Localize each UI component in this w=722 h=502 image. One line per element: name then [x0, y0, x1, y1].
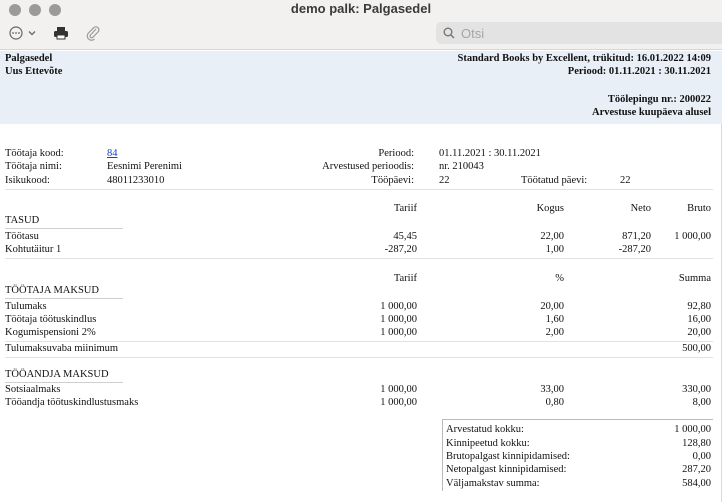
chevron-down-icon [27, 28, 37, 38]
calc-periods-label: Arvestused perioodis: [322, 161, 414, 172]
tasud-heading: TASUD [5, 215, 40, 226]
tasud-row-tariif: 45,45 [393, 231, 417, 242]
employee-tax-row-tariif: 1 000,00 [380, 301, 417, 312]
employee-tax-header-summa: Summa [678, 273, 711, 284]
worked-days-label: Töötatud päevi: [521, 175, 588, 186]
document-title: Palgasedel [5, 53, 53, 64]
window-titlebar [0, 0, 722, 50]
tasud-row-name: Töötasu [5, 231, 39, 242]
summary-label: Kinnipeetud kokku: [446, 438, 530, 449]
summary-value: 0,00 [692, 451, 711, 462]
tasud-row-name: Kohtutäitur 1 [5, 244, 62, 255]
tasud-row-neto: -287,20 [618, 244, 651, 255]
search-icon [443, 27, 455, 39]
tasud-row-bruto: 1 000,00 [674, 231, 711, 242]
divider [5, 341, 713, 342]
summary-value: 287,20 [682, 464, 711, 475]
employer-tax-row-summa: 8,00 [692, 397, 711, 408]
employee-tax-header-percent: % [555, 273, 564, 284]
employee-name-label: Töötaja nimi: [5, 161, 62, 172]
tasud-row-tariif: -287,20 [384, 244, 417, 255]
employee-tax-row-percent: 20,00 [540, 301, 564, 312]
employee-tax-header-tariif: Tariif [393, 273, 417, 284]
worked-days-value: 22 [620, 175, 631, 186]
heading-underline [5, 298, 123, 299]
search-input[interactable] [461, 26, 701, 41]
employee-tax-row-name: Kogumispensioni 2% [5, 327, 96, 338]
summary-top-rule [442, 419, 713, 420]
report-header [0, 51, 722, 124]
summary-label: Netopalgast kinnipidamised: [446, 464, 567, 475]
heading-underline [5, 228, 123, 229]
employer-tax-row-percent: 0,80 [545, 397, 564, 408]
employee-tax-row-tariif: 1 000,00 [380, 314, 417, 325]
tasud-header-kogus: Kogus [536, 203, 564, 214]
tax-free-minimum-value: 500,00 [682, 343, 711, 354]
tasud-header-tariif: Tariif [393, 203, 417, 214]
employer-taxes-heading: TÖÖANDJA MAKSUD [5, 369, 109, 380]
header-period: Periood: 01.11.2021 : 30.11.2021 [567, 66, 711, 77]
tasud-header-bruto: Bruto [687, 203, 711, 214]
calculation-basis: Arvestuse kuupäeva alusel [591, 107, 711, 118]
company-name: Uus Ettevõte [5, 66, 63, 77]
more-actions-button[interactable] [9, 25, 37, 41]
divider [5, 357, 713, 358]
personal-code-label: Isikukood: [5, 175, 50, 186]
employee-code-link[interactable]: 84 [107, 148, 118, 159]
window-title: demo palk: Palgasedel [290, 1, 432, 16]
employer-tax-row-summa: 330,00 [682, 384, 711, 395]
summary-left-rule [442, 419, 443, 491]
summary-label: Väljamakstav summa: [446, 478, 540, 489]
employee-tax-row-percent: 1,60 [545, 314, 564, 325]
personal-code: 48011233010 [107, 175, 165, 186]
workdays-label: Tööpäevi: [371, 175, 414, 186]
tax-free-minimum-label: Tulumaksuvaba miinimum [5, 343, 119, 354]
tasud-row-kogus: 1,00 [545, 244, 564, 255]
tasud-row-kogus: 22,00 [540, 231, 564, 242]
summary-label: Arvestatud kokku: [446, 424, 524, 435]
paperclip-icon [86, 25, 100, 41]
employee-tax-row-summa: 92,80 [687, 301, 711, 312]
calc-periods-value: nr. 210043 [439, 161, 484, 172]
employer-tax-row-tariif: 1 000,00 [380, 384, 417, 395]
summary-value: 584,00 [682, 478, 711, 489]
employer-tax-row-name: Sotsiaalmaks [5, 384, 61, 395]
employee-name: Eesnimi Perenimi [107, 161, 182, 172]
period-label: Periood: [378, 148, 414, 159]
attach-button[interactable] [86, 25, 100, 41]
print-button[interactable] [53, 25, 69, 41]
employee-tax-row-percent: 2,00 [545, 327, 564, 338]
divider [5, 189, 713, 190]
heading-underline [5, 382, 123, 383]
employee-tax-row-summa: 20,00 [687, 327, 711, 338]
summary-value: 128,80 [682, 438, 711, 449]
employee-tax-row-summa: 16,00 [687, 314, 711, 325]
employee-tax-row-name: Töötaja töötuskindlus [5, 314, 97, 325]
employee-tax-row-tariif: 1 000,00 [380, 327, 417, 338]
employer-tax-row-percent: 33,00 [540, 384, 564, 395]
divider [5, 258, 713, 259]
printed-info: Standard Books by Excellent, trükitud: 16.01.2022 14:09 [457, 53, 711, 64]
period-value: 01.11.2021 : 30.11.2021 [439, 148, 541, 159]
printer-icon [53, 26, 69, 40]
ellipsis-circle-icon [9, 26, 23, 40]
employer-tax-row-tariif: 1 000,00 [380, 397, 417, 408]
workdays-value: 22 [439, 175, 450, 186]
tasud-header-neto: Neto [630, 203, 651, 214]
employee-taxes-heading: TÖÖTAJA MAKSUD [5, 285, 99, 296]
employee-code-label: Töötaja kood: [5, 148, 64, 159]
employer-tax-row-name: Tööandja töötuskindlustusmaks [5, 397, 139, 408]
contract-number: Töölepingu nr.: 200022 [607, 94, 711, 105]
employee-tax-row-name: Tulumaks [5, 301, 47, 312]
summary-label: Brutopalgast kinnipidamised: [446, 451, 570, 462]
search-field[interactable] [436, 22, 722, 44]
tasud-row-neto: 871,20 [622, 231, 651, 242]
summary-value: 1 000,00 [674, 424, 711, 435]
